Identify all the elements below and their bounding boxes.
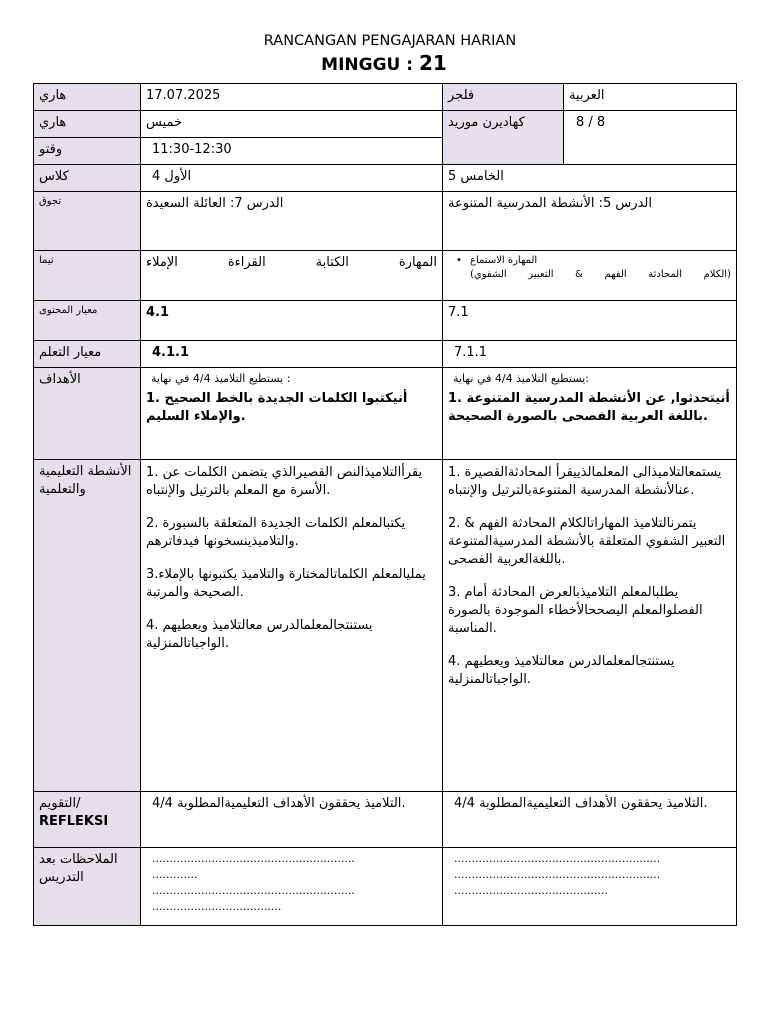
subject-label-cell: فلجر (443, 84, 564, 111)
class-left-cell: 4 الأول (141, 165, 443, 192)
evaluation-label-cell (34, 792, 141, 848)
activity-left-4: 4. يستنتجالمعلمالدرس معالتلاميذ ويعطيهم الواجباتالمنزلية. (146, 618, 373, 651)
activity-left-2: 2. يكتبالمعلم الكلمات الجديدة المتعلقة بالسبورة والتلاميذينسخونها فيدفاترهم. (146, 516, 406, 549)
theme-left-cell: المهارة الكتابة القراءة الإملاء (141, 251, 443, 301)
lesson-plan-table (33, 83, 737, 926)
table-row (34, 792, 737, 848)
attendance-value-cell: 8 / 8 (564, 111, 737, 165)
week-number: 21 (418, 51, 447, 75)
activity-right-3: 3. يطلبالمعلم التلاميذبالعرض المحادثة أمام الفصلوالمعلم اليصححالأخطاء الموجودة بالصورة المناسبة. (448, 585, 703, 636)
notes-right-cell (443, 848, 737, 926)
topic-left-cell: الدرس 7: العائلة السعيدة (141, 192, 443, 251)
time-cell: 11:30-12:30 (141, 138, 443, 165)
time-label-cell: وقتو (34, 138, 141, 165)
activity-right-1: 1. يستمعالتلاميذالى المعلمالذييقرأ المحادثةالقصيرة عنالأنشطة المدرسية المتنوعةبالترتيل والإنتباه. (448, 465, 722, 498)
date-cell: 17.07.2025 (141, 84, 443, 111)
table-row (34, 165, 737, 192)
objectives-left-intro: يستطيع التلاميذ 4/4 في نهاية : (151, 372, 291, 385)
activities-left-cell (141, 460, 443, 792)
list-item (448, 254, 731, 268)
day-name-cell: خميس (141, 111, 443, 138)
table-row (34, 848, 737, 926)
week-label: MINGGU : (321, 55, 414, 75)
content-standard-right-cell: 7.1 (443, 301, 737, 341)
document-title: RANCANGAN PENGAJARAN HARIAN (263, 33, 517, 49)
objectives-right-item: 1. أنيتحدثوا, عن الأنشطة المدرسية المتنوعة باللغة العربية الفصحى بالصورة الصحيحة. (448, 391, 730, 424)
theme-right-line2: (الكلام المحادثة الفهم & التعبير الشفوي) (470, 269, 731, 280)
topic-label-cell: تجوق (34, 192, 141, 251)
topic-right-cell: الدرس 5: الأنشطة المدرسية المتنوعة (443, 192, 737, 251)
table-row (34, 460, 737, 792)
table-row (34, 251, 737, 301)
activity-left-1: 1. يقرأالتلاميذالنص القصيرالذي يتضمن الكلمات عن الأسرة مع المعلم بالترتيل والإنتباه. (146, 465, 423, 498)
table-row (34, 192, 737, 251)
objectives-left-item: 1. أنيكتبوا الكلمات الجديدة بالخط الصحيح والإملاء السليم. (146, 391, 408, 424)
objectives-left-cell (141, 368, 443, 460)
activities-label-cell: الأنشطة التعليمية والتعلمية (34, 460, 141, 792)
activity-right-4: 4. يستنتجالمعلمالدرس معالتلاميذ ويعطيهم الواجباتالمنزلية. (448, 654, 675, 687)
notes-left-line1: .......................................................... (152, 852, 355, 865)
attendance-label-cell: كهاديرن موريد (443, 111, 564, 165)
notes-right-line2: ........................................................... (454, 868, 661, 881)
activity-right-2: 2. يتمرنالتلاميذ المهاراتالكلام المحادثة الفهم & التعبير الشفوي المتعلقة بالأنشطة المدرسيةالمتنوعة باللغةالعربية الفصحى. (448, 516, 726, 567)
objectives-label-cell: الأهداف (34, 368, 141, 460)
table-row (34, 341, 737, 368)
theme-right-line1: المهارة الاستماع (470, 255, 538, 266)
table-row (34, 368, 737, 460)
notes-label-cell: الملاحظات بعد التدريس (34, 848, 141, 926)
table-row (34, 301, 737, 341)
subject-value-cell: العربية (564, 84, 737, 111)
table-row (34, 111, 737, 138)
theme-label-cell: تيما (34, 251, 141, 301)
content-standard-label-cell: معيار المحتوى (34, 301, 141, 341)
learning-standard-label-cell: معيار التعلم (34, 341, 141, 368)
day-name-label-cell: هاري (34, 111, 141, 138)
notes-left-line4: ..................................... (152, 900, 282, 913)
activity-left-3: 3.يمليالمعلم الكلماتالمختارة والتلاميذ يكتبونها بالإملاء الصحيحة والمرتبة. (146, 567, 426, 600)
notes-right-line3: ............................................ (454, 884, 608, 897)
notes-left-line3: .......................................................... (152, 884, 355, 897)
notes-left-line2: ............. (152, 868, 198, 881)
activities-right-cell (443, 460, 737, 792)
class-label-cell: كلاس (34, 165, 141, 192)
day-label-cell: هاري (34, 84, 141, 111)
notes-left-cell (141, 848, 443, 926)
week-heading (0, 51, 768, 75)
evaluation-left-cell: 4/4 التلاميذ يحققون الأهداف التعليميةالمطلوبة. (141, 792, 443, 848)
evaluation-label-line1: التقويم/ (39, 796, 81, 811)
bullet-icon: • (456, 255, 462, 266)
table-row (34, 84, 737, 111)
evaluation-right-cell: 4/4 التلاميذ يحققون الأهداف التعليميةالمطلوبة. (443, 792, 737, 848)
learning-standard-left-cell: 4.1.1 (141, 341, 443, 368)
evaluation-label-line2: REFLEKSI (39, 814, 109, 829)
learning-standard-right-cell: 7.1.1 (443, 341, 737, 368)
content-standard-left-cell: 4.1 (141, 301, 443, 341)
objectives-right-cell (443, 368, 737, 460)
theme-right-cell (443, 251, 737, 301)
objectives-right-intro: يستطيع التلاميذ 4/4 في نهاية: (453, 372, 589, 385)
class-right-cell: 5 الخامس (443, 165, 737, 192)
notes-right-line1: ........................................................... (454, 852, 661, 865)
